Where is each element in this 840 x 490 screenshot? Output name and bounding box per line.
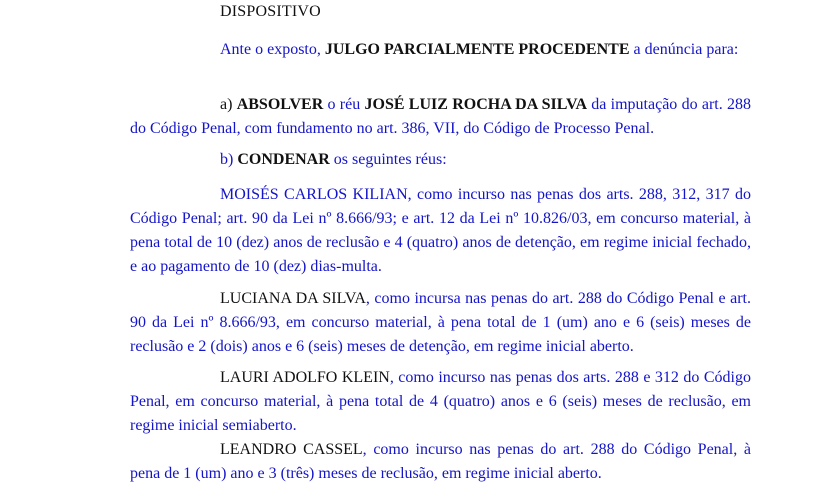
convict-intro-text: os seguintes réus: (329, 151, 447, 168)
paragraph-defendant-lauri (130, 366, 751, 438)
defendant-sentence-text: , como incurso nas penas do art. 288 do Código Penal, à pena de 1 (um) ano e 3 (três) meses de reclusão, em regime inicial aberto. (130, 441, 751, 482)
acquit-text: o réu (323, 96, 365, 113)
defendant-sentence-text: , como incursa nas penas do art. 288 do Código Penal e art. 90 da Lei nº 8.666/93, em concurso material, à pena total de 1 (um) ano e 6 (seis) meses de reclusão e 2 (dois) anos e 6 (seis) meses de detenção, em regime inicial aberto. (130, 290, 751, 355)
acquitted-defendant-name: JOSÉ LUIZ ROCHA DA SILVA (364, 96, 588, 113)
item-marker-b: b) (220, 151, 238, 168)
verdict-text: JULGO PARCIALMENTE PROCEDENTE (324, 41, 630, 58)
paragraph-defendant-luciana (130, 287, 751, 359)
paragraph-intro (130, 38, 751, 62)
paragraph-acquittal (130, 93, 751, 141)
defendant-name: LEANDRO CASSEL (220, 441, 363, 458)
defendant-kilian-text: MOISÉS CARLOS KILIAN, como incurso nas penas dos arts. 288, 312, 317 do Código Penal; art. 90 da Lei nº 8.666/93; e art. 12 da Lei nº 10.826/03, em concurso material, à pena total de 10 (dez) anos de reclusão e 4 (quatro) anos de detenção, em regime inicial fechado, e ao pagamento de 10 (dez) dias-multa. (130, 186, 751, 275)
intro-text: Ante o exposto, (220, 41, 325, 58)
section-heading: DISPOSITIVO (220, 3, 321, 20)
intro-tail: a denúncia para: (629, 41, 739, 58)
defendant-name: LAURI ADOLFO KLEIN (220, 369, 390, 386)
paragraph-defendant-leandro (130, 438, 751, 486)
paragraph-defendant-kilian (130, 183, 751, 279)
acquit-details: da imputação do art. 288 do Código Penal, com fundamento no art. 386, VII, do Código de Processo Penal. (130, 96, 751, 137)
defendant-sentence-text: , como incurso nas penas dos arts. 288 e 312 do Código Penal, em concurso material, à pena total de 4 (quatro) anos e 6 (seis) meses de reclusão, em regime inicial semiaberto. (130, 369, 752, 434)
item-marker-a: a) (220, 96, 237, 113)
acquit-keyword: ABSOLVER (236, 96, 324, 113)
convict-keyword: CONDENAR (237, 151, 330, 168)
paragraph-conviction-intro (130, 148, 751, 172)
defendant-name: LUCIANA DA SILVA (220, 290, 366, 307)
